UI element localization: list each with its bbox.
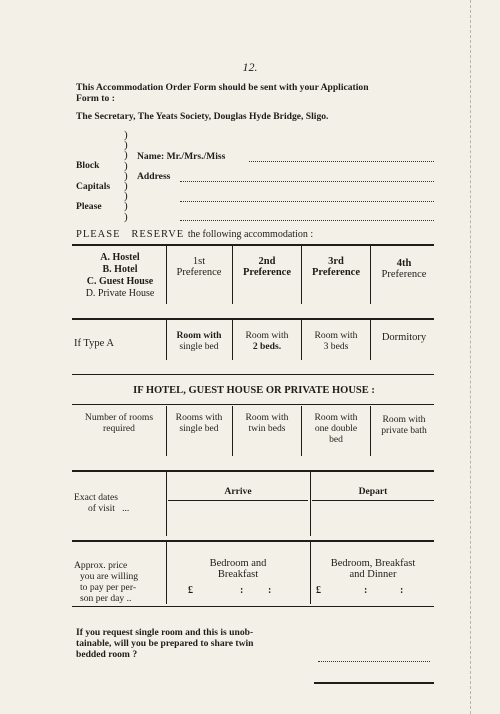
brace-column: ) ) ) ) ) ) ) ) ) [124, 129, 128, 223]
fourth-preference[interactable]: 4th Preference [381, 258, 427, 280]
hotel-heading: IF HOTEL, GUEST HOUSE OR PRIVATE HOUSE : [133, 385, 375, 396]
address-field-1[interactable] [180, 181, 434, 182]
bed-breakfast-price[interactable]: £ : : [188, 585, 272, 596]
rooms-single-bed[interactable]: Rooms with single bed [175, 412, 223, 434]
bed-breakfast-dinner-price[interactable]: £ : : [316, 585, 404, 596]
name-label: Name: Mr./Mrs./Miss [137, 151, 226, 162]
address-label: Address [137, 171, 171, 182]
block-label: Block [76, 160, 100, 171]
rooms-private-bath[interactable]: Room with private bath [381, 414, 427, 436]
type-list: A. Hostel B. Hotel C. Guest House D. Private House [85, 252, 155, 299]
hostel-single-bed[interactable]: Room with single bed [176, 330, 222, 352]
rooms-double-bed[interactable]: Room with one double bed [314, 412, 358, 445]
reserve-heading: PLEASE RESERVE the following accommodation : [76, 229, 314, 240]
share-room-answer[interactable] [318, 661, 430, 662]
share-room-question: If you request single room and this is unob- tainable, will you be prepared to share twin bedded room ? [76, 627, 254, 660]
bed-breakfast-label: Bedroom and Breakfast [209, 558, 267, 580]
divider [72, 404, 434, 405]
rooms-twin-beds[interactable]: Room with twin beds [245, 412, 289, 434]
arrive-field[interactable] [168, 502, 308, 534]
arrive-label: Arrive [224, 486, 252, 497]
second-preference[interactable]: 2nd Preference [243, 256, 291, 278]
divider [72, 540, 434, 542]
divider [72, 374, 434, 375]
please-label: Please [76, 201, 102, 212]
rooms-label: Number of rooms required [84, 412, 154, 434]
page-edge [470, 0, 471, 714]
hostel-three-beds[interactable]: Room with 3 beds [314, 330, 358, 352]
address-field-3[interactable] [180, 220, 434, 221]
depart-label: Depart [358, 486, 388, 497]
depart-field[interactable] [312, 502, 434, 534]
type-a-label: If Type A [74, 338, 114, 349]
instructions-line2: Form to : [76, 93, 115, 104]
instructions [76, 82, 436, 104]
name-field[interactable] [249, 161, 434, 162]
instructions-line1: This Accommodation Order Form should be sent with your Application [76, 82, 369, 93]
third-preference[interactable]: 3rd Preference [312, 256, 360, 278]
secretary-address: The Secretary, The Yeats Society, Douglas Hyde Bridge, Sligo. [76, 111, 329, 122]
capitals-label: Capitals [76, 181, 111, 192]
dates-label: Exact dates of visit ... [74, 492, 130, 514]
page-number: 12. [242, 60, 258, 74]
hostel-dormitory[interactable]: Dormitory [381, 332, 427, 343]
hostel-two-beds[interactable]: Room with 2 beds. [245, 330, 289, 352]
bed-breakfast-dinner-label: Bedroom, Breakfast and Dinner [330, 558, 416, 580]
divider [72, 470, 434, 472]
price-label: Approx. price you are willing to pay per per- son per day .. [74, 560, 139, 604]
divider [72, 244, 434, 246]
first-preference[interactable]: 1st Preference [176, 256, 222, 278]
address-field-2[interactable] [180, 201, 434, 202]
divider [72, 606, 434, 607]
divider [72, 318, 434, 320]
divider [314, 682, 434, 684]
